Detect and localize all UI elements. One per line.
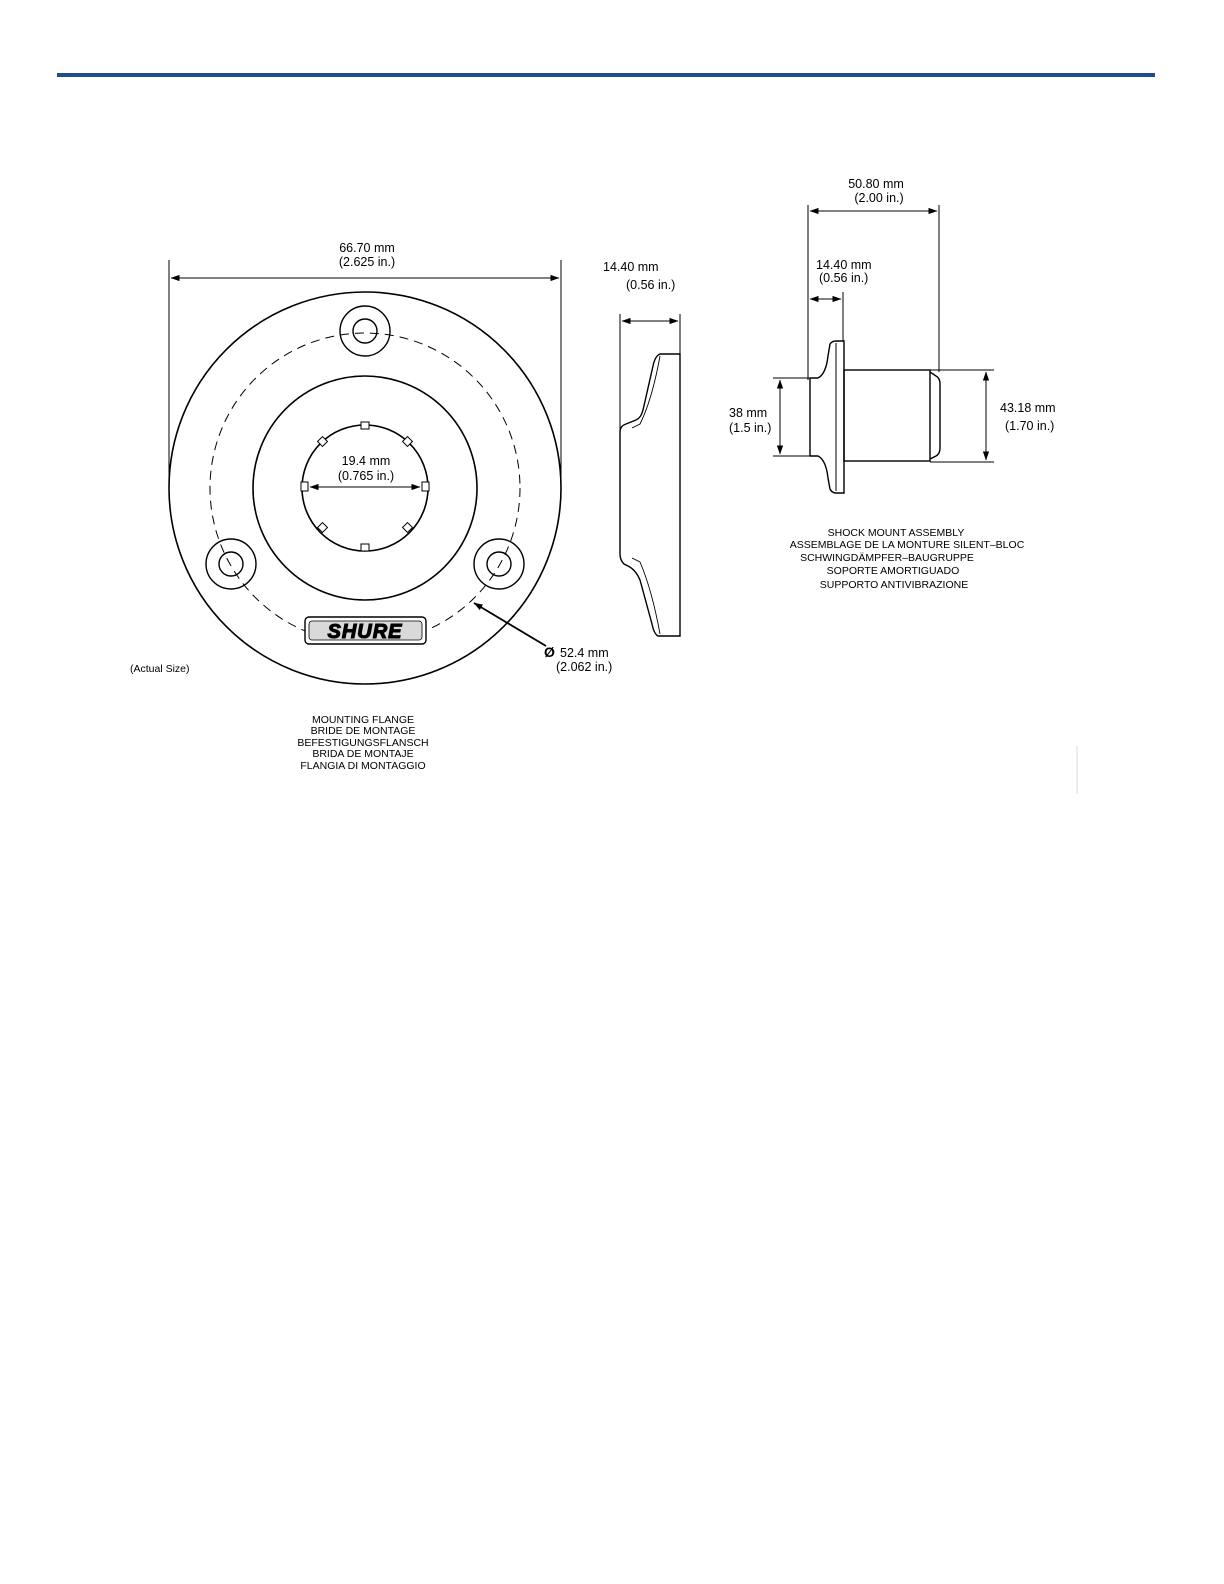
- left-height-mm-label: 38 mm: [729, 406, 768, 420]
- svg-text:FLANGIA DI MONTAGGIO: FLANGIA DI MONTAGGIO: [300, 760, 426, 772]
- svg-text:SCHWINGDÄMPFER–BAUGRUPPE: SCHWINGDÄMPFER–BAUGRUPPE: [800, 552, 974, 564]
- overall-length-in-label: (2.00 in.): [854, 191, 904, 205]
- svg-text:SHOCK MOUNT ASSEMBLY: SHOCK MOUNT ASSEMBLY: [827, 527, 965, 539]
- mounting-hole-left: [206, 539, 256, 589]
- flange-hub-circle: [253, 376, 477, 600]
- diameter-symbol: Ø: [544, 644, 555, 660]
- header-rule: [57, 73, 1155, 77]
- mounting-hole-top: [340, 306, 390, 356]
- flange-thickness-in-label: (0.56 in.): [819, 271, 869, 285]
- side-thickness-in-label: (0.56 in.): [626, 278, 676, 292]
- bore-mm-label: 19.4 mm: [341, 454, 391, 468]
- flange-side-outline: [620, 354, 680, 636]
- flange-width-in-label: (2.625 in.): [338, 255, 396, 269]
- overall-length-mm-label: 50.80 mm: [848, 177, 904, 191]
- bolt-circle-mm-label: 52.4 mm: [560, 646, 609, 660]
- bolt-circle: [210, 333, 520, 643]
- svg-text:SUPPORTO ANTIVIBRAZIONE: SUPPORTO ANTIVIBRAZIONE: [819, 579, 969, 591]
- shure-logo: [305, 617, 426, 644]
- mount-end-cap: [930, 372, 940, 459]
- svg-text:BRIDE DE MONTAGE: BRIDE DE MONTAGE: [310, 725, 416, 737]
- shock-mount-caption: [790, 527, 1025, 591]
- left-height-in-label: (1.5 in.): [729, 421, 772, 435]
- mounting-hole-right: [474, 539, 524, 589]
- flange-thickness-mm-label: 14.40 mm: [816, 258, 872, 272]
- mounting-flange-caption: [297, 714, 428, 772]
- svg-text:BEFESTIGUNGSFLANSCH: BEFESTIGUNGSFLANSCH: [297, 737, 429, 749]
- shock-mount-side-view: [773, 205, 994, 493]
- right-height-mm-label: 43.18 mm: [1000, 401, 1056, 415]
- bore-in-label: (0.765 in.): [337, 469, 395, 483]
- bolt-circle-leader: [474, 603, 546, 646]
- right-height-in-label: (1.70 in.): [1005, 419, 1055, 433]
- logo-text: SHURE: [327, 621, 403, 643]
- svg-text:MOUNTING FLANGE: MOUNTING FLANGE: [311, 714, 415, 726]
- mount-body: [844, 370, 930, 461]
- flange-width-mm-label: 66.70 mm: [339, 241, 395, 255]
- svg-text:ASSEMBLAGE DE LA MONTURE SILEN: ASSEMBLAGE DE LA MONTURE SILENT–BLOC: [789, 539, 1025, 551]
- bolt-circle-in-label: (2.062 in.): [556, 660, 613, 674]
- mount-flared-flange: [810, 341, 844, 493]
- side-thickness-mm-label: 14.40 mm: [603, 260, 659, 274]
- svg-text:SOPORTE AMORTIGUADO: SOPORTE AMORTIGUADO: [826, 565, 960, 577]
- svg-text:BRIDA DE MONTAJE: BRIDA DE MONTAJE: [312, 748, 414, 760]
- flange-side-view: [620, 314, 680, 636]
- actual-size-note: (Actual Size): [130, 663, 190, 675]
